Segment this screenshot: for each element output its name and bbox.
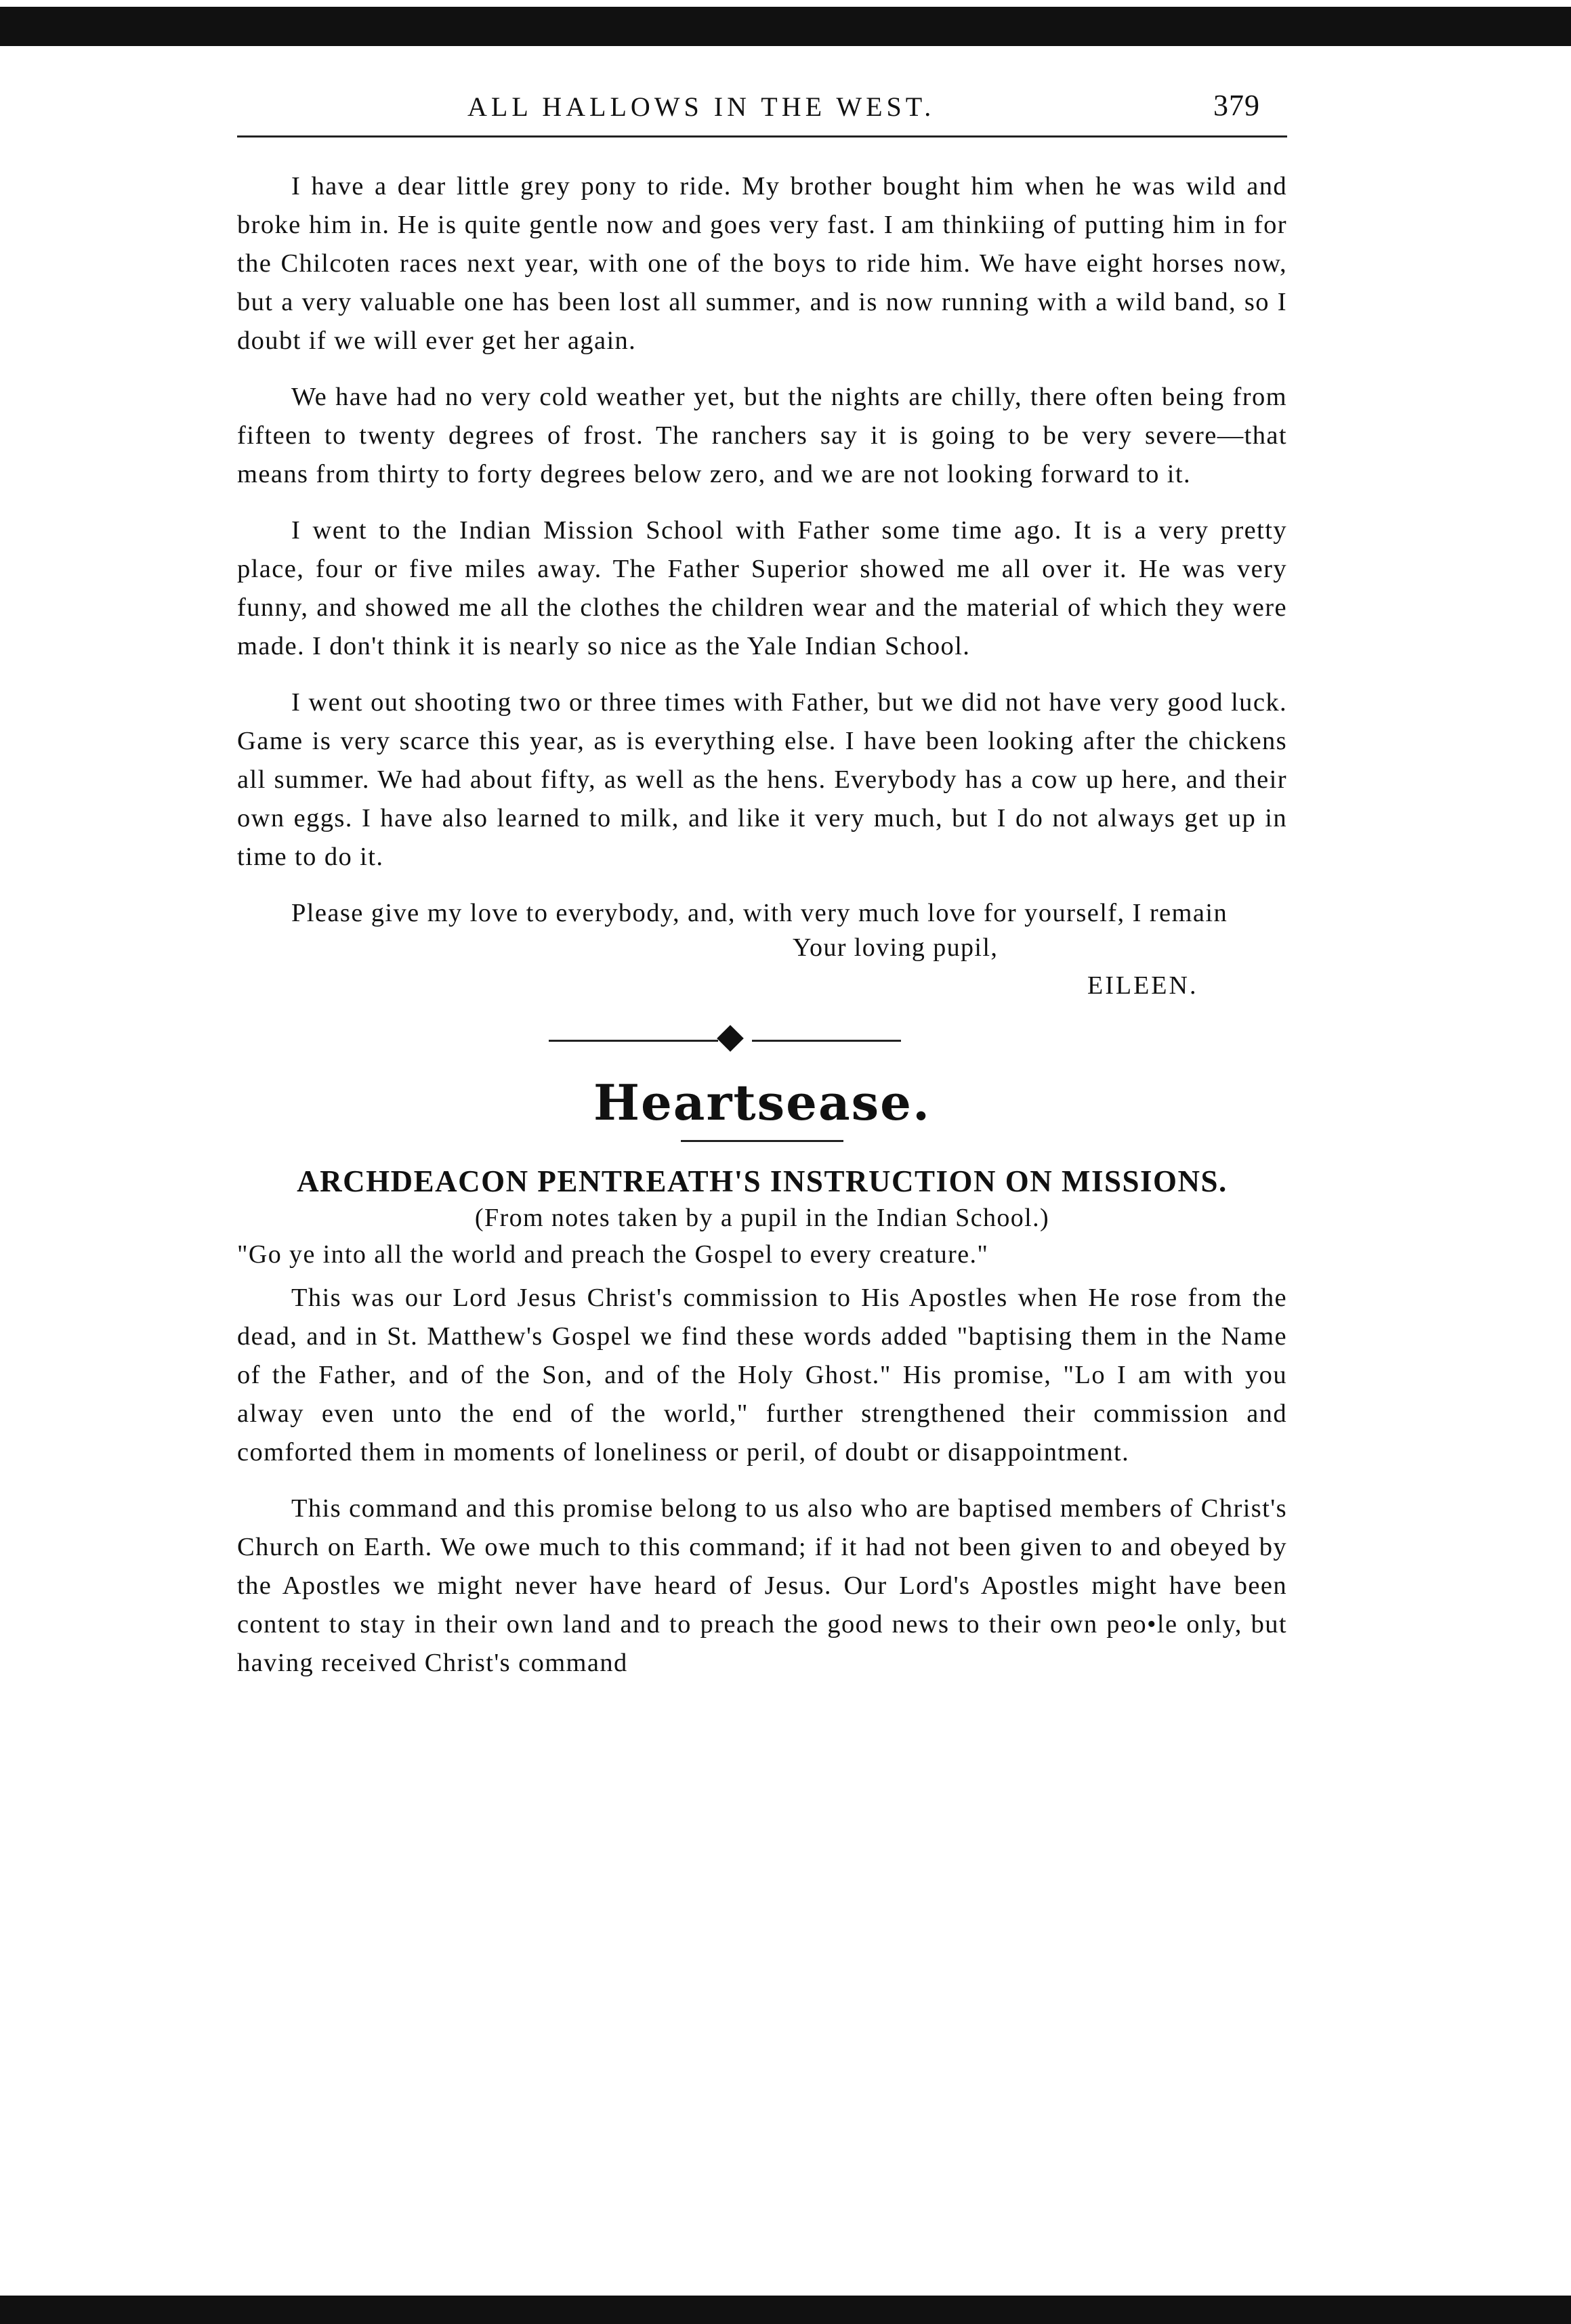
article-subtitle: (From notes taken by a pupil in the Indian School.) [474, 1204, 1050, 1232]
page-content [237, 81, 1287, 1683]
signature: EILEEN. [1087, 971, 1198, 1000]
closing-line: Your loving pupil, [793, 933, 999, 962]
epigraph: "Go ye into all the world and preach the Gospel to every creature." [237, 1240, 989, 1269]
page-number: 379 [1213, 89, 1260, 122]
diamond-ornament-icon [717, 1025, 744, 1052]
running-title: ALL HALLOWS IN THE WEST. [467, 91, 936, 122]
divider-rule-right [752, 1040, 901, 1042]
heading-rule [681, 1140, 843, 1142]
letter-paragraph: I went out shooting two or three times with Father, but we did not have very good luck. Game is very scarce this year, as is everything else. I have been looking after the chickens all summer. We had about fifty, as well as the hens. Everybody has a cow up here, and their own eggs. I have also learned to milk, and like it very much, but I do not always get up in time to do it. [237, 688, 1287, 871]
letter-paragraph: I went to the Indian Mission School with Father some time ago. It is a very pretty place, four or five miles away. The Father Superior showed me all over it. He was very funny, and showed me all the clothes the children wear and the material of which they were made. I don't think it is nearly so nice as the Yale Indian School. [237, 516, 1287, 660]
letter-paragraph: Please give my love to everybody, and, with very much love for yourself, I remain [291, 899, 1228, 927]
article-paragraph: This was our Lord Jesus Christ's commission to His Apostles when He rose from the dead, and in St. Matthew's Gospel we find these words added "baptising them in the Name of the Father, and of the Son, and of the Holy Ghost." His promise, "Lo I am with you alway even unto the end of the world," further strengthened their commission and comforted them in moments of loneliness or peril, of doubt or disappointment. [237, 1284, 1287, 1466]
running-header [237, 81, 1287, 138]
top-border-bar [0, 7, 1571, 46]
section-heading: Heartsease. [593, 1074, 931, 1131]
divider-rule-left [549, 1040, 718, 1042]
letter-closing [237, 933, 1287, 1021]
article-title: ARCHDEACON PENTREATH'S INSTRUCTION ON MISSIONS. [297, 1164, 1228, 1198]
letter-paragraph: We have had no very cold weather yet, but the nights are chilly, there often being from fifteen to twenty degrees of frost. The ranchers say it is going to be very severe—that means from thirty to forty degrees below zero, and we are not looking forward to it. [237, 383, 1287, 488]
letter-paragraph: I have a dear little grey pony to ride. My brother bought him when he was wild and broke him in. He is quite gentle now and goes very fast. I am thinkiing of putting him in for the Chilcoten races next year, with one of the boys to ride him. We have eight horses now, but a very valuable one has been lost all summer, and is now running with a wild band, so I doubt if we will ever get her again. [237, 172, 1287, 355]
bottom-border-bar [0, 2296, 1571, 2324]
section-divider [237, 1021, 1287, 1061]
article-paragraph: This command and this promise belong to us also who are baptised members of Christ's Church on Earth. We owe much to this command; if it had not been given to and obeyed by the Apostles we might never have heard of Jesus. Our Lord's Apostles might have been content to stay in their own land and to preach the good news to their own peo•le only, but having received Christ's command [237, 1494, 1287, 1677]
